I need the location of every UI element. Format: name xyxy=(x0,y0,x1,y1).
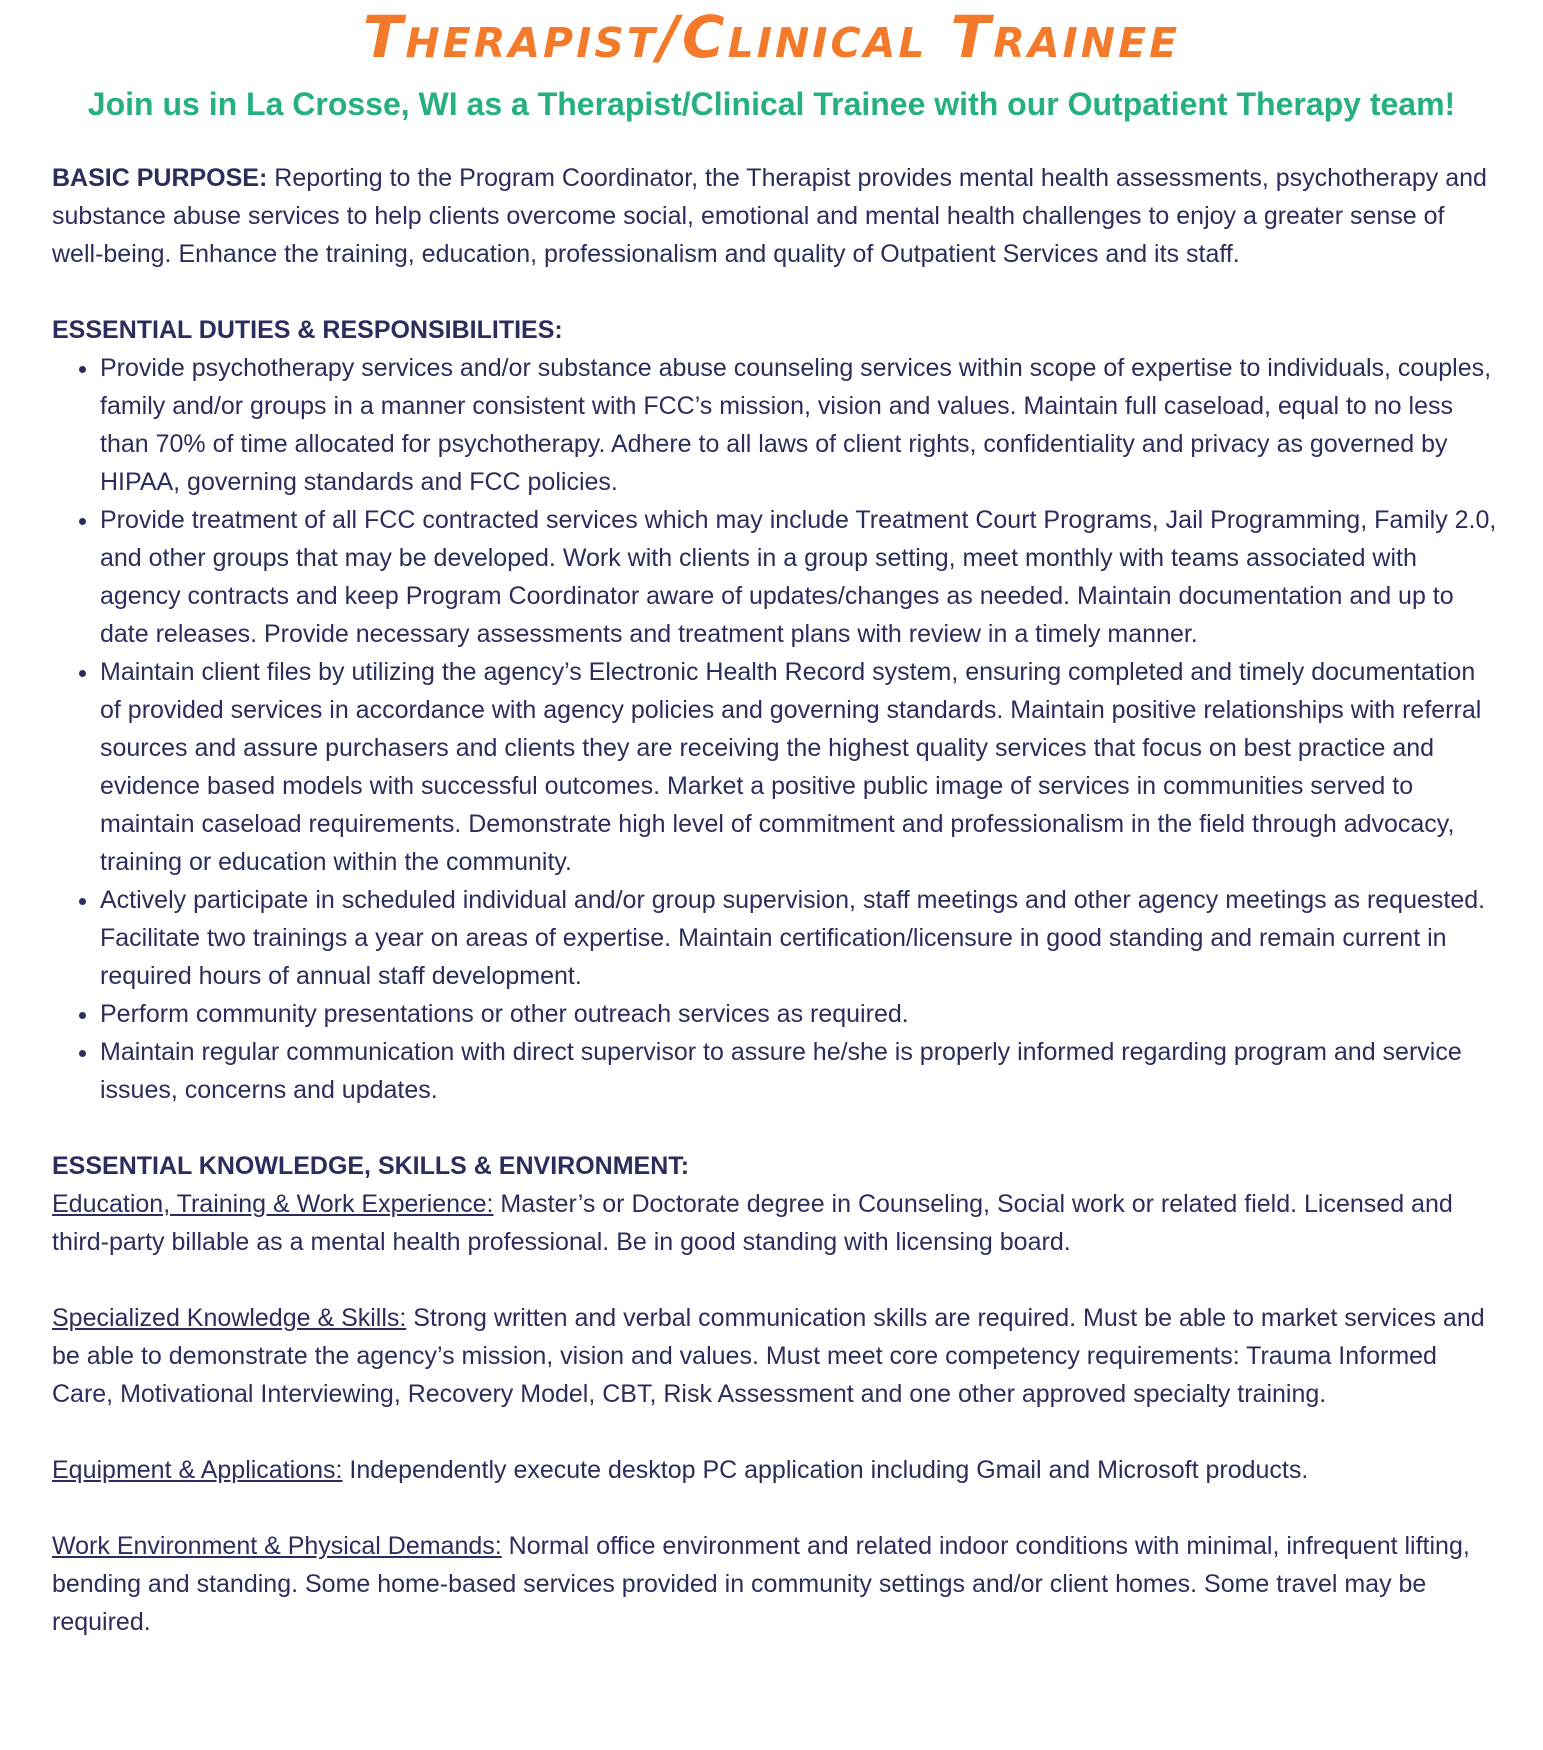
equipment-text: Independently execute desktop PC application including Gmail and Microsoft products. xyxy=(342,1456,1309,1484)
equipment-label: Equipment & Applications: xyxy=(52,1456,343,1484)
knowledge-section xyxy=(52,1147,1497,1641)
skills-text: Strong written and verbal communication skills are required. Must be able to market services and be able to demonstrate the agency’s mission, vision and values. Must meet core competency requirements: Trauma Informed Care, Motivational Interviewing, Recovery Model, CBT, Risk Assessment and one other approved specialty training. xyxy=(52,1304,1485,1408)
duties-list xyxy=(52,349,1497,1109)
duty-item: • Maintain regular communication with direct supervisor to assure he/she is properly informed regarding program and service issues, concerns and updates. xyxy=(100,1033,1497,1109)
job-description xyxy=(52,159,1497,1641)
education-paragraph xyxy=(52,1185,1497,1261)
duties-heading: ESSENTIAL DUTIES & RESPONSIBILITIES: xyxy=(52,316,563,344)
equipment-paragraph xyxy=(52,1451,1497,1489)
skills-label: Specialized Knowledge & Skills: xyxy=(52,1304,407,1332)
skills-paragraph xyxy=(52,1299,1497,1413)
basic-purpose-label: BASIC PURPOSE: xyxy=(52,164,268,192)
duty-item: • Actively participate in scheduled individual and/or group supervision, staff meetings and other agency meetings as requested. Facilitate two trainings a year on areas of expertise. Maintain certification/licensure in good standing and remain current in required hours of annual staff development. xyxy=(100,881,1497,995)
education-label: Education, Training & Work Experience: xyxy=(52,1190,494,1218)
education-text: Master’s or Doctorate degree in Counseling, Social work or related field. Licensed and third-party billable as a mental health professional. Be in good standing with licensing board. xyxy=(52,1190,1453,1256)
duty-item: • Perform community presentations or other outreach services as required. xyxy=(100,995,1497,1033)
duty-item: • Provide treatment of all FCC contracted services which may include Treatment Court Programs, Jail Programming, Family 2.0, and other groups that may be developed. Work with clients in a group setting, meet monthly with teams associated with agency contracts and keep Program Coordinator aware of updates/changes as needed. Maintain documentation and up to date releases. Provide necessary assessments and treatment plans with review in a timely manner. xyxy=(100,501,1497,653)
duty-item: • Maintain client files by utilizing the agency’s Electronic Health Record system, ensuring completed and timely documentation of provided services in accordance with agency policies and governing standards. Maintain positive relationships with referral sources and assure purchasers and clients they are receiving the highest quality services that focus on best practice and evidence based models with successful outcomes. Market a positive public image of services in communities served to maintain caseload requirements. Demonstrate high level of commitment and professionalism in the field through advocacy, training or education within the community. xyxy=(100,653,1497,881)
duty-item: • Provide psychotherapy services and/or substance abuse counseling services within scope of expertise to individuals, couples, family and/or groups in a manner consistent with FCC’s mission, vision and values. Maintain full caseload, equal to no less than 70% of time allocated for psychotherapy. Adhere to all laws of client rights, confidentiality and privacy as governed by HIPAA, governing standards and FCC policies. xyxy=(100,349,1497,501)
knowledge-heading: ESSENTIAL KNOWLEDGE, SKILLS & ENVIRONMENT: xyxy=(52,1152,690,1180)
environment-text: Normal office environment and related indoor conditions with minimal, infrequent lifting, bending and standing. Some home-based services provided in community settings and/or client homes. Some travel may be required. xyxy=(52,1532,1470,1636)
basic-purpose-text: Reporting to the Program Coordinator, the Therapist provides mental health assessments, psychotherapy and substance abuse services to help clients overcome social, emotional and mental health challenges to enjoy a greater sense of well-being. Enhance the training, education, professionalism and quality of Outpatient Services and its staff. xyxy=(52,164,1487,268)
environment-paragraph xyxy=(52,1527,1497,1641)
environment-label: Work Environment & Physical Demands: xyxy=(52,1532,502,1560)
page-title: Therapist/Clinical Trainee xyxy=(362,3,1181,71)
page-subtitle: Join us in La Crosse, WI as a Therapist/Clinical Trainee with our Outpatient Therapy team! xyxy=(87,86,1456,122)
basic-purpose-paragraph xyxy=(52,159,1497,273)
duties-section xyxy=(52,311,1497,1109)
